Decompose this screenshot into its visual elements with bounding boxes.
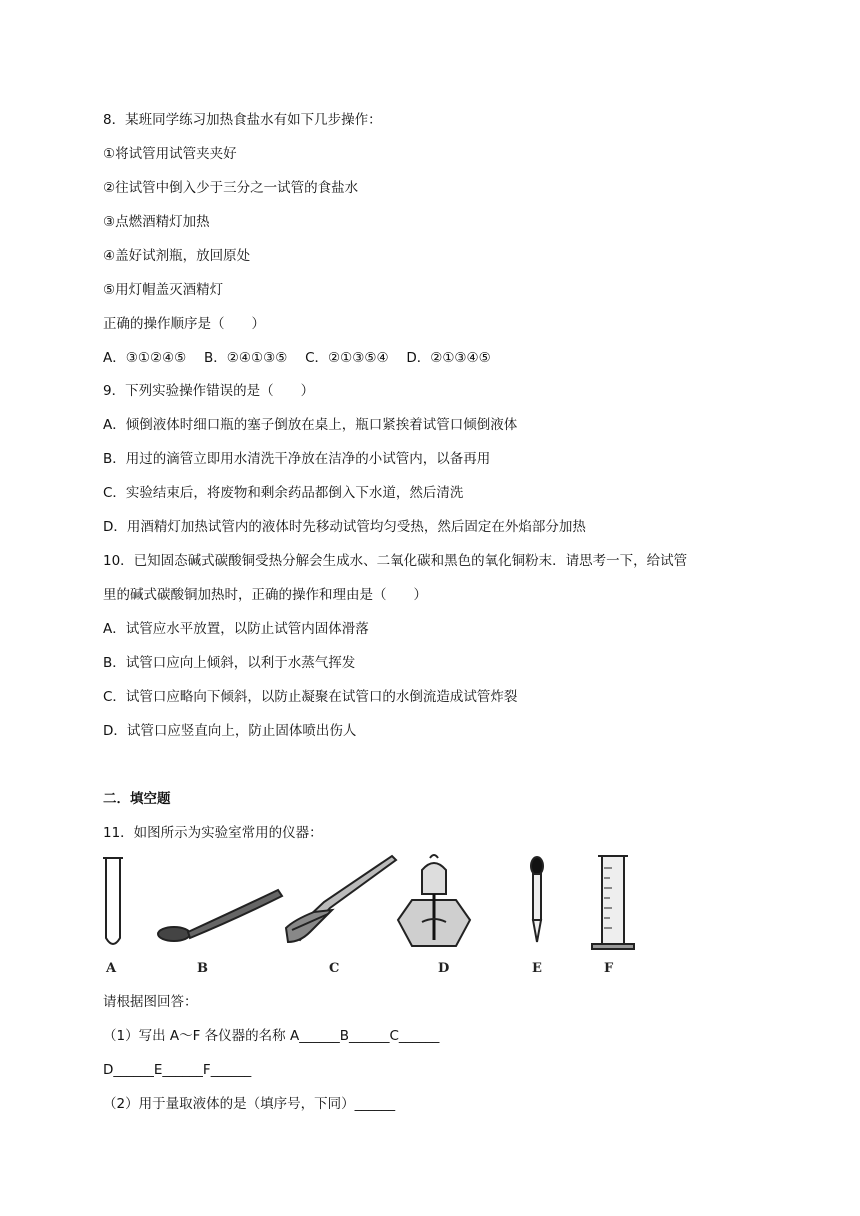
q8-question: 正确的操作顺序是（ ）: [103, 316, 265, 332]
test-tube-holder-illustration: [286, 856, 396, 942]
figure-label-d: D: [438, 961, 450, 976]
dropper-illustration: [531, 857, 543, 942]
q9-option-d: D．用酒精灯加热试管内的液体时先移动试管均匀受热，然后固定在外焰部分加热: [103, 519, 586, 535]
q8-step-1: ①将试管用试管夹夹好: [103, 146, 237, 162]
q9-option-b: B．用过的滴管立即用水清洗干净放在洁净的小试管内，以备再用: [103, 451, 491, 467]
q10-option-a: A．试管应水平放置，以防止试管内固体滑落: [103, 621, 369, 637]
q10-option-b: B．试管口应向上倾斜，以利于水蒸气挥发: [103, 655, 356, 671]
q8-stem: 8．某班同学练习加热食盐水有如下几步操作：: [103, 112, 382, 128]
lab-instruments-figure: [96, 850, 656, 980]
q10-option-c: C．试管口应略向下倾斜，以防止凝聚在试管口的水倒流造成试管炸裂: [103, 689, 518, 705]
q10-option-d: D．试管口应竖直向上，防止固体喷出伤人: [103, 723, 357, 739]
q8-options: A．③①②④⑤ B．②④①③⑤ C．②①③⑤④ D．②①③④⑤: [103, 350, 491, 366]
spoon-illustration: [158, 890, 282, 941]
section-title: 二．填空题: [103, 791, 171, 807]
q10-stem-line1: 10．已知固态碱式碳酸铜受热分解会生成水、二氧化碳和黑色的氧化铜粉末．请思考一下，给试管: [103, 553, 688, 569]
q9-option-a: A．倾倒液体时细口瓶的塞子倒放在桌上，瓶口紧挨着试管口倾倒液体: [103, 417, 518, 433]
q10-stem-line2: 里的碱式碳酸铜加热时，正确的操作和理由是（ ）: [103, 587, 427, 603]
q8-step-3: ③点燃酒精灯加热: [103, 214, 210, 230]
q11-prompt: 请根据图回答：: [103, 994, 198, 1010]
figure-label-c: C: [329, 961, 340, 976]
q11-stem: 11．如图所示为实验室常用的仪器：: [103, 825, 323, 841]
q9-option-c: C．实验结束后，将废物和剩余药品都倒入下水道，然后清洗: [103, 485, 464, 501]
q11-sub1-line2: D______E______F______: [103, 1062, 252, 1078]
figure-label-f: F: [604, 961, 614, 976]
figure-label-a: A: [106, 961, 117, 976]
q11-sub1-line1: （1）写出 A～F 各仪器的名称 A______B______C______: [103, 1028, 440, 1044]
figure-label-e: E: [532, 961, 542, 976]
figure-label-b: B: [197, 961, 208, 976]
q8-step-5: ⑤用灯帽盖灭酒精灯: [103, 282, 224, 298]
test-tube-illustration: [103, 858, 123, 944]
alcohol-lamp-illustration: [398, 855, 470, 946]
q8-step-4: ④盖好试剂瓶，放回原处: [103, 248, 251, 264]
q8-step-2: ②往试管中倒入少于三分之一试管的食盐水: [103, 180, 359, 196]
q9-stem: 9．下列实验操作错误的是（ ）: [103, 383, 315, 399]
q11-sub2: （2）用于量取液体的是（填序号，下同）______: [103, 1096, 396, 1112]
graduated-cylinder-illustration: [592, 856, 634, 949]
